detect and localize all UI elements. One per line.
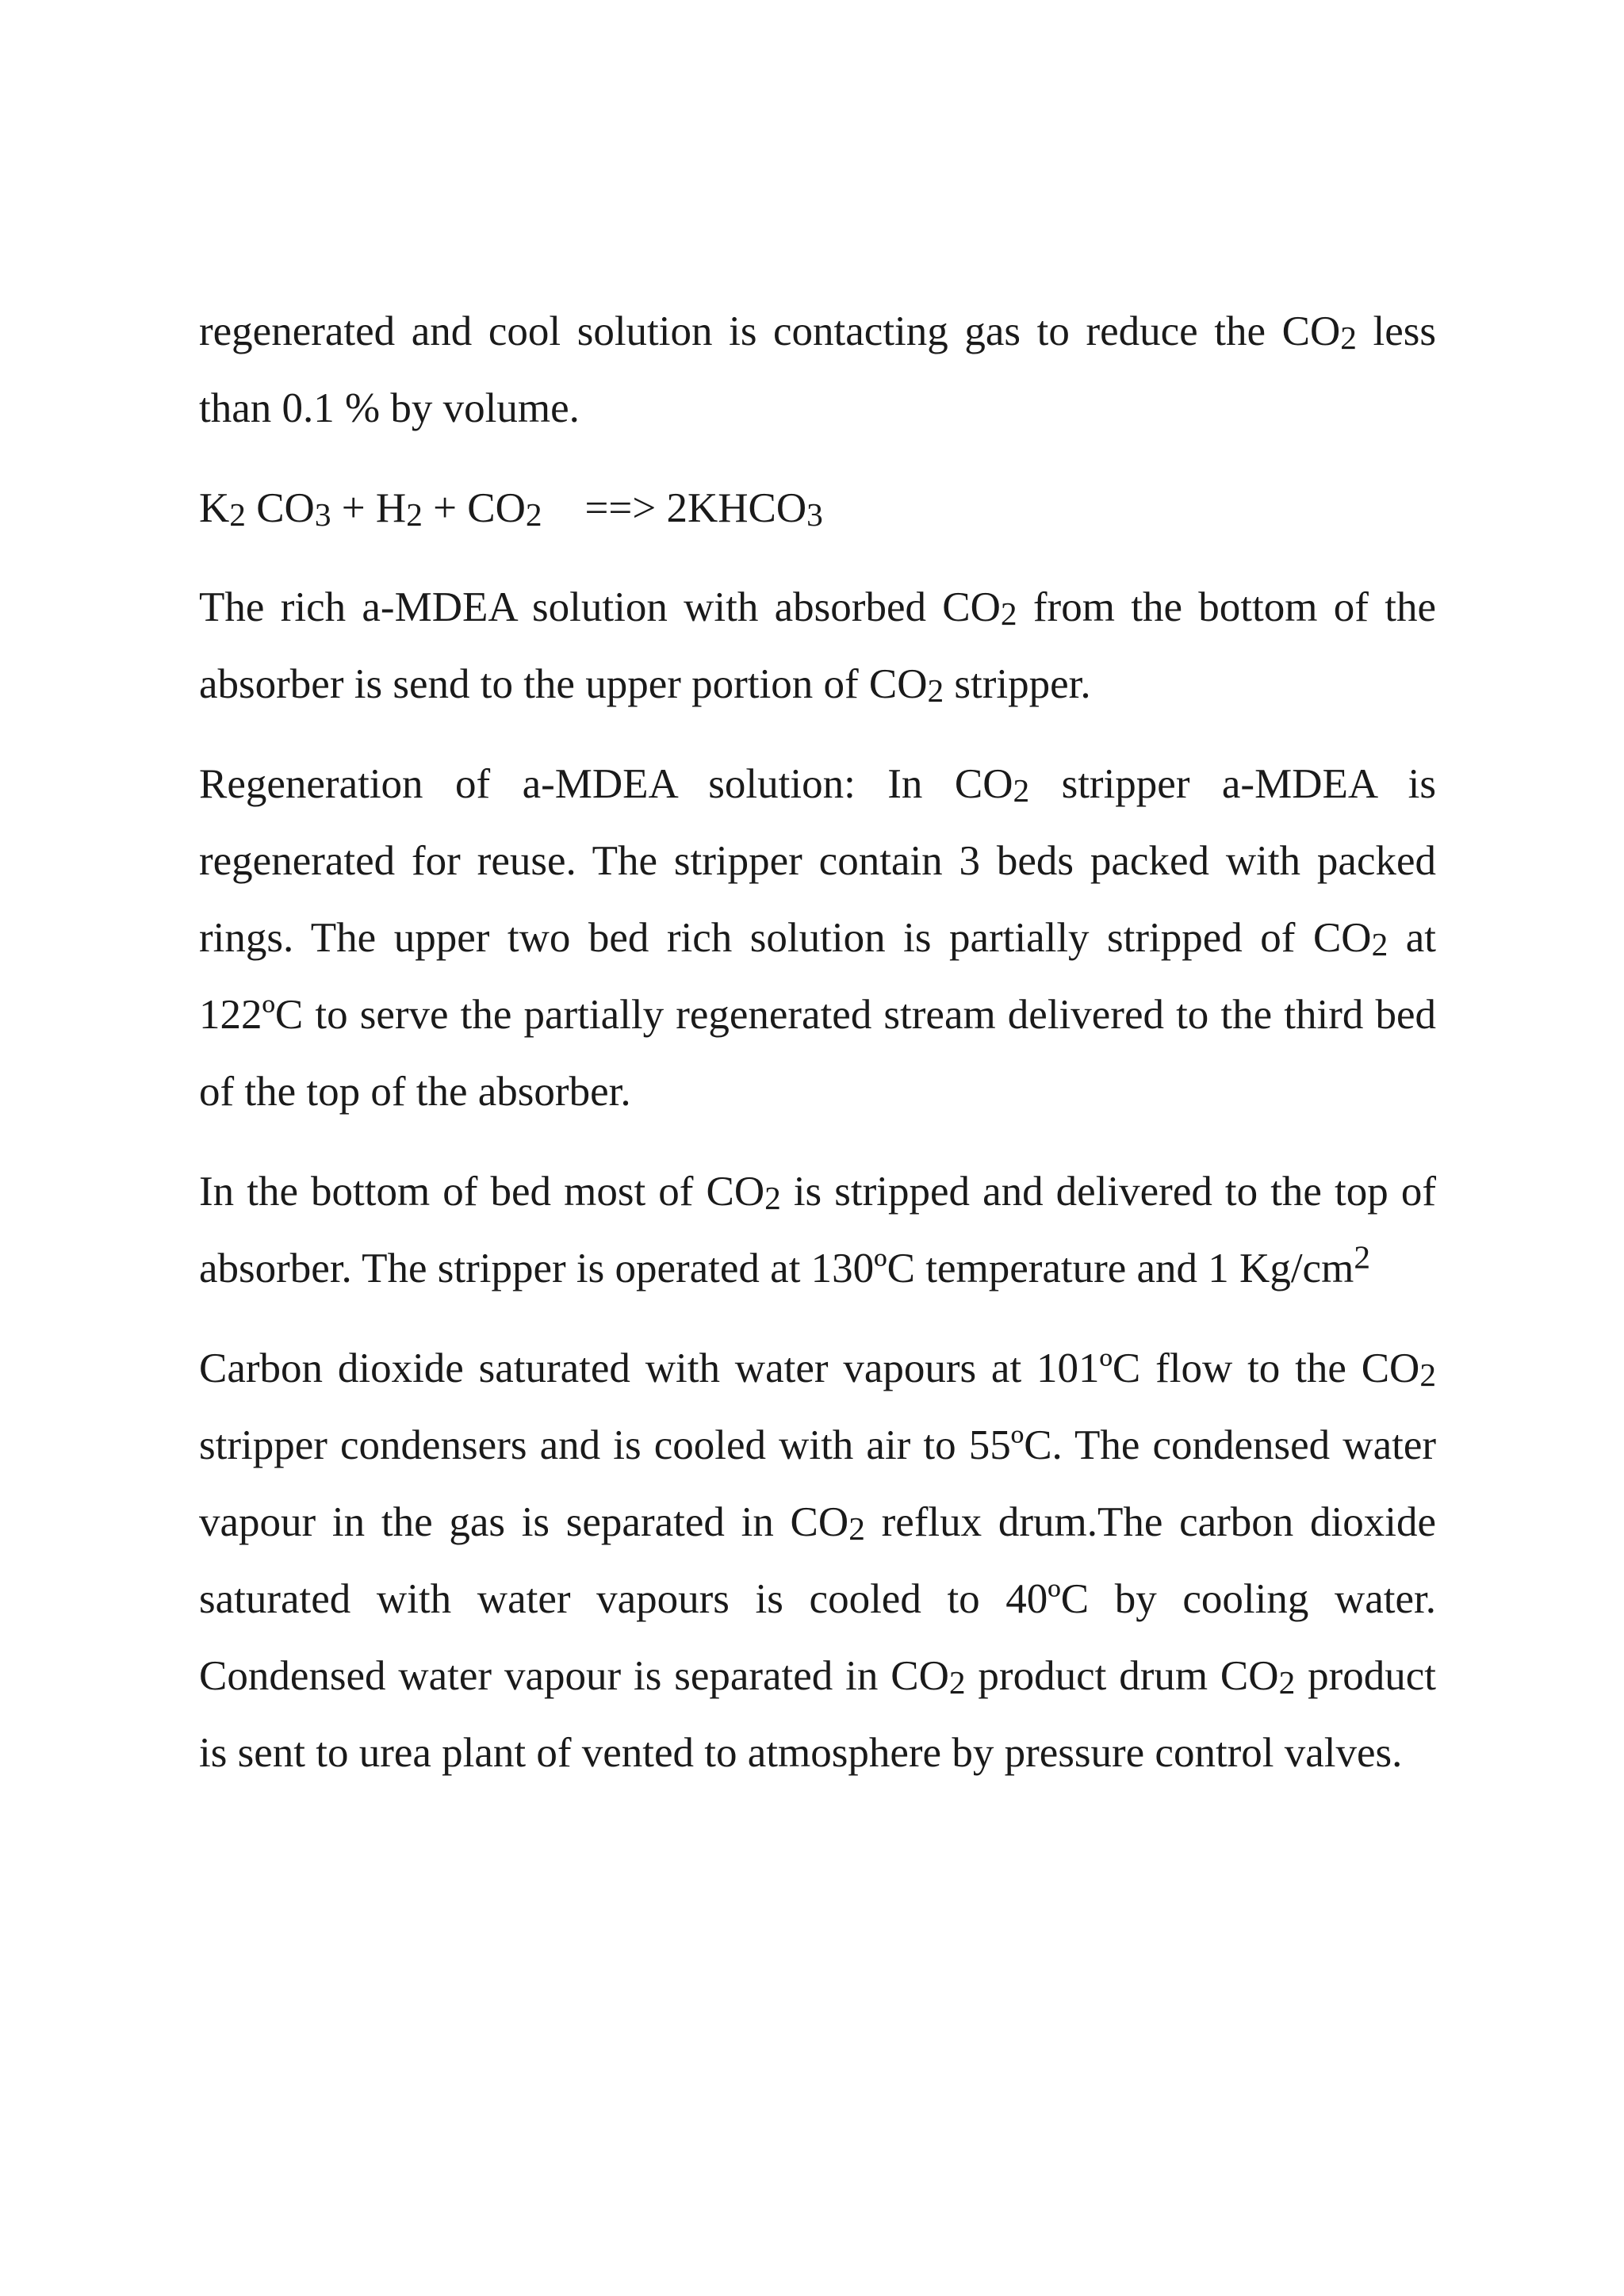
text-run: Regeneration of a-MDEA solution: In CO (199, 761, 1013, 807)
subscript: 2 (764, 1179, 781, 1216)
chemical-equation (199, 470, 1436, 547)
subscript: 2 (1371, 925, 1388, 962)
paragraph-carbon-dioxide-cooling (199, 1330, 1436, 1792)
subscript: 2 (927, 672, 944, 709)
text-run: In the bottom of bed most of CO (199, 1169, 765, 1215)
text-run: ==> 2KHCO (584, 485, 807, 531)
text-run: less than 0.1 % by volume. (199, 308, 1436, 431)
subscript: 2 (1419, 1356, 1436, 1393)
text-run: + CO (422, 485, 526, 531)
document-page (199, 293, 1436, 1815)
text-run: at 122ºC to serve the partially regenerated stream delivered to the third bed of the top of the absorber. (199, 915, 1437, 1115)
text-run: CO (245, 485, 315, 531)
subscript: 3 (314, 496, 331, 533)
text-run: regenerated and cool solution is contacting gas to reduce the CO (199, 308, 1341, 354)
subscript: 2 (229, 496, 246, 533)
paragraph-co2-reduction (199, 293, 1436, 447)
text-run: product drum CO (965, 1653, 1279, 1699)
subscript: 2 (1278, 1663, 1296, 1701)
text-run: is stripped and delivered to the top of absorber. The stripper is operated at 130ºC temperature and 1 Kg/cm (199, 1169, 1436, 1292)
paragraph-stripper-bottom (199, 1154, 1436, 1307)
subscript: 2 (848, 1510, 865, 1547)
text-run: product is sent to urea plant of vented to atmosphere by pressure control valves. (199, 1653, 1436, 1776)
paragraph-regeneration (199, 746, 1436, 1131)
subscript: 2 (525, 496, 542, 533)
text-run: The rich a-MDEA solution with absorbed CO (199, 584, 1001, 630)
subscript: 3 (806, 496, 823, 533)
text-run: + H (331, 485, 407, 531)
superscript: 2 (1354, 1238, 1370, 1276)
subscript: 2 (406, 496, 423, 533)
text-run: stripper condensers and is cooled with air to 55ºC. The condensed water vapour in the gas is separated in CO (199, 1422, 1436, 1545)
subscript: 2 (1000, 595, 1017, 632)
text-run: Carbon dioxide saturated with water vapours at 101ºC flow to the CO (199, 1345, 1420, 1391)
text-run: K (199, 485, 230, 531)
text-run: stripper a-MDEA is regenerated for reuse. The stripper contain 3 beds packed with packed rings. The upper two bed rich solution is partially stripped of CO (199, 761, 1436, 961)
text-run: reflux drum.The carbon dioxide saturated with water vapours is cooled to 40ºC by cooling water. Condensed water vapour is separated in CO (199, 1499, 1437, 1699)
subscript: 2 (1340, 319, 1357, 356)
text-run: from the bottom of the absorber is send to the upper portion of CO (199, 584, 1436, 707)
subscript: 2 (948, 1663, 966, 1701)
paragraph-rich-solution (199, 569, 1436, 723)
text-run: stripper. (944, 661, 1091, 707)
subscript: 2 (1013, 771, 1030, 809)
